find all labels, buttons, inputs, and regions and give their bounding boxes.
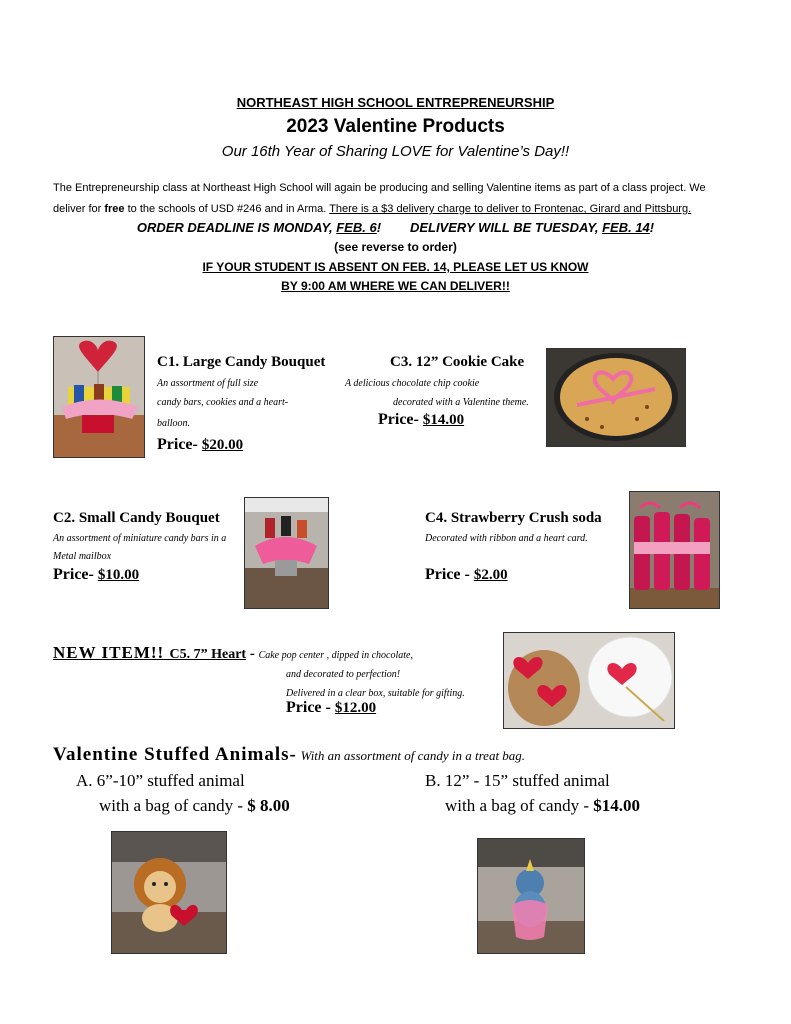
order-deadline-date: FEB. 6 xyxy=(336,220,377,235)
price-value: $20.00 xyxy=(201,437,244,453)
new-item-label: NEW ITEM!! xyxy=(53,643,170,662)
animal-a-size: A. 6”-10” stuffed animal xyxy=(76,771,245,790)
strawberry-soda-photo xyxy=(629,491,720,609)
item-c4-price xyxy=(425,566,508,584)
order-deadline-end: ! xyxy=(376,220,382,235)
item-c3-price xyxy=(378,411,464,429)
price-label: Price- xyxy=(53,566,98,583)
animal-b-price: $14.00 xyxy=(593,796,640,815)
intro-text: deliver for xyxy=(53,203,105,215)
item-c1-desc-1: An assortment of full size xyxy=(157,378,259,389)
animal-b-size: B. 12” - 15” stuffed animal xyxy=(425,771,610,790)
delivery-end: ! xyxy=(649,220,655,235)
price-label: Price - xyxy=(286,699,335,716)
item-c3-desc-2: decorated with a Valentine theme. xyxy=(393,397,529,408)
item-c2-title: C2. Small Candy Bouquet xyxy=(53,510,220,526)
item-c5-desc-1: Cake pop center , dipped in chocolate, xyxy=(258,650,413,661)
item-c3-desc-1: A delicious chocolate chip cookie xyxy=(345,378,480,389)
stuffed-animals-heading: Valentine Stuffed Animals xyxy=(53,744,290,765)
price-label: Price - xyxy=(425,566,474,583)
price-label: Price- xyxy=(378,411,423,428)
delivery-text: DELIVERY WILL BE TUESDAY, xyxy=(409,220,603,235)
stuffed-animals-heading-line xyxy=(53,744,525,766)
item-c2-desc-1: An assortment of miniature candy bars in a xyxy=(53,533,227,544)
price-value: $2.00 xyxy=(473,567,508,583)
order-deadline-text: ORDER DEADLINE IS MONDAY, xyxy=(136,220,337,235)
item-c2-desc-2: Metal mailbox xyxy=(53,551,112,562)
delivery-date: FEB. 14 xyxy=(602,220,650,235)
page-subtitle: Our 16th Year of Sharing LOVE for Valentine’s Day!! xyxy=(221,143,570,160)
item-c1-price xyxy=(157,436,243,454)
lion-stuffed-animal-photo xyxy=(111,831,227,954)
item-c5-title: C5. 7” Heart xyxy=(169,647,247,662)
animal-a-line xyxy=(99,796,290,816)
animal-b-line xyxy=(445,796,640,816)
animal-b-text: with a bag of candy - xyxy=(445,796,594,815)
item-c5-title-line xyxy=(53,643,413,665)
price-value: $12.00 xyxy=(334,700,377,716)
heart-cake-pop-photo xyxy=(503,632,675,729)
item-c1-desc-3: balloon. xyxy=(157,418,191,429)
animal-a-price: $ 8.00 xyxy=(247,796,290,815)
unicorn-stuffed-animal-photo xyxy=(477,838,585,954)
intro-line-1: The Entrepreneurship class at Northeast High School will again be producing and selling Valentine items as part of a class project. We xyxy=(53,182,706,194)
item-c5-dash: - xyxy=(246,646,259,662)
item-c5-desc-3: Delivered in a clear box, suitable for gifting. xyxy=(286,688,465,699)
page-title: 2023 Valentine Products xyxy=(286,116,505,137)
animal-a-text: with a bag of candy - xyxy=(99,796,248,815)
item-c4-desc-1: Decorated with ribbon and a heart card. xyxy=(425,533,588,544)
intro-text-2: to the schools of USD #246 and in Arma. xyxy=(124,203,330,215)
stuffed-animals-dash: - xyxy=(289,744,301,765)
large-candy-bouquet-photo xyxy=(53,336,145,458)
deadline-line xyxy=(0,220,791,235)
item-c3-title: C3. 12” Cookie Cake xyxy=(390,354,525,370)
item-c1-title: C1. Large Candy Bouquet xyxy=(157,354,326,370)
price-value: $10.00 xyxy=(97,567,140,583)
item-c1-desc-2: candy bars, cookies and a heart- xyxy=(157,397,289,408)
price-label: Price- xyxy=(157,436,202,453)
item-c2-price xyxy=(53,566,139,584)
item-c5-price xyxy=(286,699,376,717)
school-heading: NORTHEAST HIGH SCHOOL ENTREPRENEURSHIP xyxy=(236,95,555,110)
intro-free: free xyxy=(104,203,125,215)
intro-line-2 xyxy=(53,203,773,215)
item-c4-title: C4. Strawberry Crush soda xyxy=(425,510,602,526)
intro-delivery-charge: There is a $3 delivery charge to deliver to Frontenac, Girard and Pittsburg. xyxy=(329,203,692,215)
absent-note-2: BY 9:00 AM WHERE WE CAN DELIVER!! xyxy=(281,279,510,293)
absent-note-1: IF YOUR STUDENT IS ABSENT ON FEB. 14, PLEASE LET US KNOW xyxy=(202,260,589,274)
see-reverse-note: (see reverse to order) xyxy=(334,240,457,254)
cookie-cake-photo xyxy=(546,348,686,447)
price-value: $14.00 xyxy=(422,412,465,428)
stuffed-animals-tagline: With an assortment of candy in a treat bag. xyxy=(300,748,526,763)
small-candy-bouquet-photo xyxy=(244,497,329,609)
item-c5-desc-2: and decorated to perfection! xyxy=(286,669,401,680)
